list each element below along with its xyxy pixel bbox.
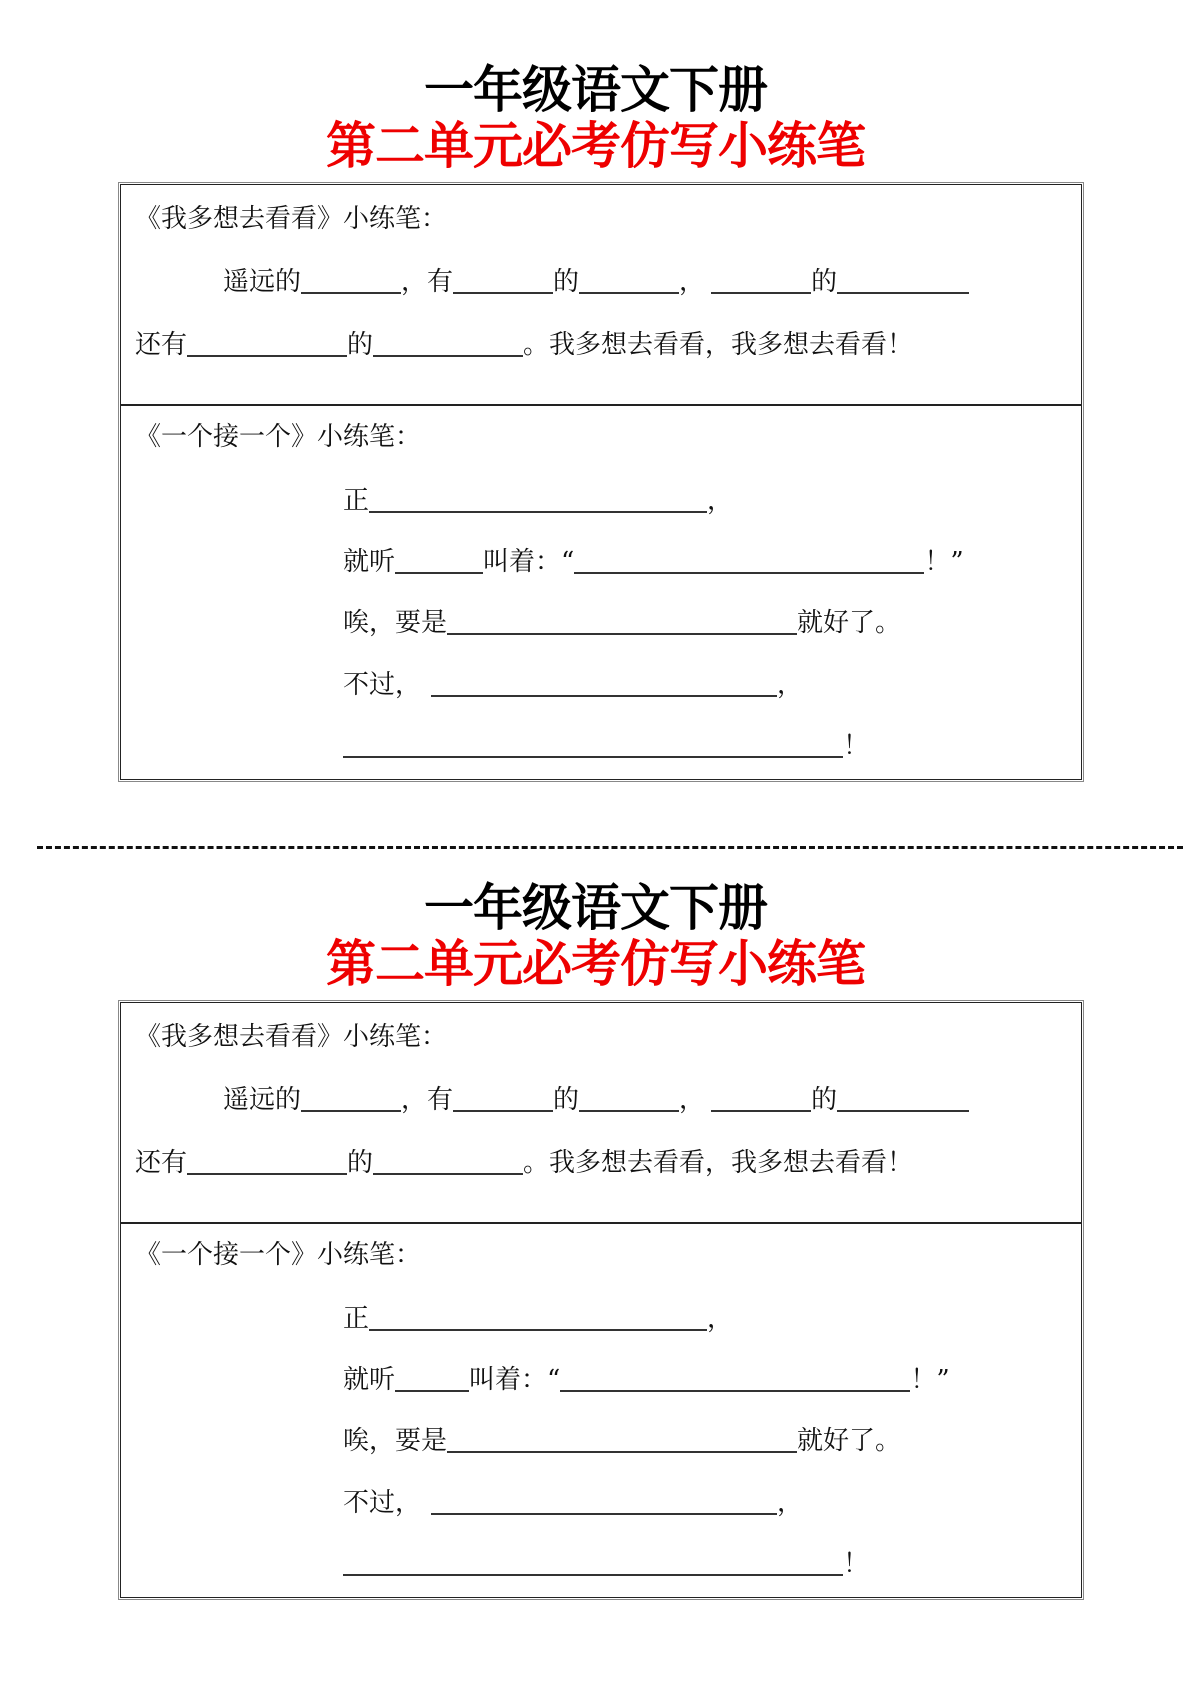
text-segment: 遥远的 (223, 1085, 302, 1115)
exercise1-heading: 《我多想去看看》小练笔： (135, 1022, 448, 1052)
text-segment: 不过， (343, 1488, 422, 1518)
fill-blank[interactable] (343, 730, 843, 758)
exercise1-line1 (223, 265, 969, 299)
text-segment: 不过， (343, 670, 422, 700)
text-segment: 就好了。 (797, 608, 902, 638)
text-segment: 的 (347, 330, 374, 360)
fill-blank[interactable] (369, 485, 707, 513)
fill-blank[interactable] (373, 1147, 523, 1175)
fill-blank[interactable] (447, 607, 797, 635)
exercise1-line2 (135, 1146, 913, 1180)
exercise2-line2 (343, 1363, 950, 1397)
exercise-box (120, 1002, 1082, 1598)
exercise2-line1 (343, 484, 733, 518)
exercise2-heading: 《一个接一个》小练笔： (135, 1240, 422, 1270)
fill-blank[interactable] (187, 1147, 347, 1175)
exercise2-line2 (343, 545, 964, 579)
text-segment: 正 (343, 486, 370, 516)
text-segment: 叫着：“ (469, 1365, 561, 1395)
fill-blank[interactable] (453, 1084, 553, 1112)
text-segment: 就听 (343, 1365, 396, 1395)
fill-blank[interactable] (560, 1364, 910, 1392)
text-segment: 唉，要是 (343, 608, 448, 638)
worksheet-subtitle: 第二单元必考仿写小练笔 (326, 117, 865, 175)
text-segment: ， (777, 1488, 804, 1518)
text-segment: 的 (553, 267, 580, 297)
fill-blank[interactable] (301, 1084, 401, 1112)
text-segment: 遥远的 (223, 267, 302, 297)
exercise2-heading: 《一个接一个》小练笔： (135, 422, 422, 452)
fill-blank[interactable] (453, 266, 553, 294)
exercise2-line5 (343, 1547, 869, 1581)
worksheet-copy-2 (0, 818, 1191, 1636)
text-segment: 叫着：“ (483, 547, 575, 577)
text-segment: ， (679, 1085, 706, 1115)
text-segment: 的 (347, 1148, 374, 1178)
fill-blank[interactable] (369, 1303, 707, 1331)
exercise1-line1 (223, 1083, 969, 1117)
text-segment: 还有 (135, 1148, 188, 1178)
fill-blank[interactable] (343, 1548, 843, 1576)
text-segment: 就听 (343, 547, 396, 577)
text-segment: 。我多想去看看，我多想去看看！ (523, 1148, 914, 1178)
section-divider (121, 404, 1081, 406)
text-segment: 。我多想去看看，我多想去看看！ (523, 330, 914, 360)
exercise2-line3 (343, 606, 901, 640)
exercise-box (120, 184, 1082, 780)
text-segment: ，有 (401, 267, 454, 297)
fill-blank[interactable] (837, 1084, 969, 1112)
text-segment: 还有 (135, 330, 188, 360)
text-segment: 正 (343, 1304, 370, 1334)
text-segment: 的 (811, 267, 838, 297)
text-segment: 就好了。 (797, 1426, 902, 1456)
text-segment: ！ (843, 1549, 870, 1579)
fill-blank[interactable] (711, 1084, 811, 1112)
fill-blank[interactable] (187, 329, 347, 357)
text-segment: ！” (910, 1365, 950, 1395)
fill-blank[interactable] (837, 266, 969, 294)
fill-blank[interactable] (373, 329, 523, 357)
text-segment: ，有 (401, 1085, 454, 1115)
text-segment: ， (679, 267, 706, 297)
fill-blank[interactable] (395, 546, 483, 574)
fill-blank[interactable] (395, 1364, 469, 1392)
exercise2-line4 (343, 1486, 803, 1520)
worksheet-title: 一年级语文下册 (424, 61, 767, 119)
fill-blank[interactable] (447, 1425, 797, 1453)
text-segment: 唉，要是 (343, 1426, 448, 1456)
text-segment: ， (707, 486, 734, 516)
exercise2-line3 (343, 1424, 901, 1458)
text-segment: ， (707, 1304, 734, 1334)
fill-blank[interactable] (574, 546, 924, 574)
worksheet-subtitle: 第二单元必考仿写小练笔 (326, 935, 865, 993)
text-segment: ！ (843, 731, 870, 761)
fill-blank[interactable] (579, 1084, 679, 1112)
exercise1-heading: 《我多想去看看》小练笔： (135, 204, 448, 234)
exercise2-line5 (343, 729, 869, 763)
text-segment: 的 (811, 1085, 838, 1115)
exercise1-line2 (135, 328, 913, 362)
text-segment: ！” (924, 547, 964, 577)
text-segment: 的 (553, 1085, 580, 1115)
text-segment: ， (777, 670, 804, 700)
exercise2-line1 (343, 1302, 733, 1336)
fill-blank[interactable] (711, 266, 811, 294)
exercise2-line4 (343, 668, 803, 702)
fill-blank[interactable] (431, 669, 777, 697)
worksheet-copy-1 (0, 0, 1191, 818)
fill-blank[interactable] (579, 266, 679, 294)
section-divider (121, 1222, 1081, 1224)
worksheet-title: 一年级语文下册 (424, 879, 767, 937)
fill-blank[interactable] (431, 1487, 777, 1515)
fill-blank[interactable] (301, 266, 401, 294)
